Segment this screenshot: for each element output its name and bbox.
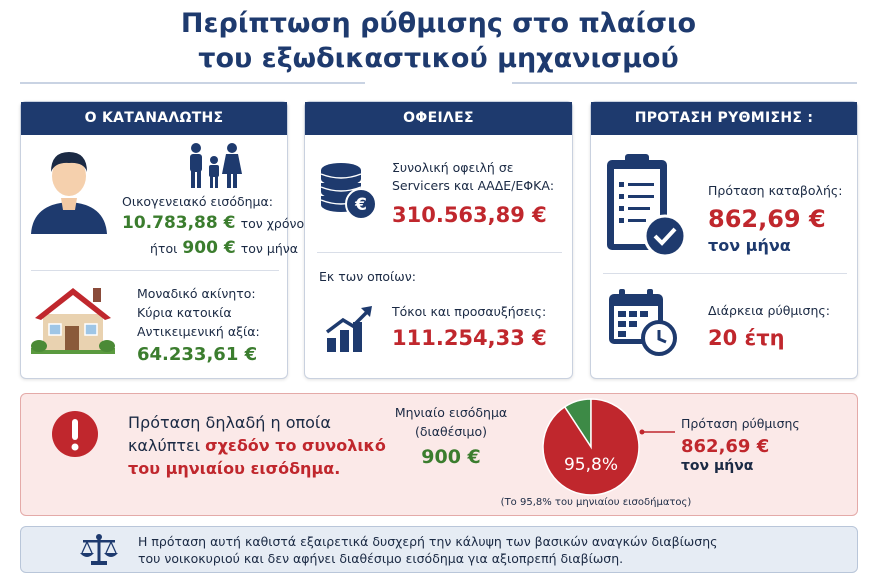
proposal-side-label: Πρόταση ρύθμισης: [681, 416, 800, 431]
income-year-line: [122, 213, 304, 233]
payment-unit: τον μήνα: [708, 236, 791, 255]
note-line-2: του νοικοκυριού και δεν αφήνει διαθέσιμο εισόδημα για αξιοπρεπή διαβίωση.: [138, 551, 624, 566]
title-line-1: Περίπτωση ρύθμισης στο πλαίσιο: [180, 8, 697, 39]
income-label: Οικογενειακό εισόδημα:: [122, 194, 273, 209]
interest-label: Τόκοι και προσαυξήσεις:: [392, 304, 547, 319]
proposal-divider: [603, 273, 847, 274]
title-rule-left: [20, 82, 365, 84]
calendar-clock-icon: [607, 288, 679, 356]
svg-text:€: €: [355, 195, 367, 215]
scales-icon: [79, 533, 119, 567]
title-line-2: του εξωδικαστικού μηχανισμού: [198, 43, 679, 74]
pie-percent-label: 95,8%: [563, 455, 619, 475]
debt-total-value: 310.563,89 €: [392, 203, 547, 227]
of-which-label: Εκ των οποίων:: [319, 269, 416, 284]
income-month-prefix: ήτοι: [150, 241, 178, 256]
alert-line-3: του μηνιαίου εισόδημα.: [128, 459, 341, 478]
property-line-2: Κύρια κατοικία: [137, 305, 232, 320]
clipboard-check-icon: [603, 152, 689, 260]
exclamation-icon: [51, 410, 99, 458]
page-title: [0, 6, 877, 76]
monthly-income-value: 900 €: [421, 446, 481, 468]
note-panel: [20, 526, 858, 573]
income-pie-chart: [538, 397, 644, 497]
consumer-divider: [31, 270, 279, 271]
title-rule-right: [512, 82, 857, 84]
pie-pointer-line: [639, 427, 675, 437]
property-value: 64.233,61 €: [137, 344, 258, 365]
alert-text: [128, 411, 386, 480]
property-line-3: Αντικειμενική αξία:: [137, 324, 260, 339]
alert-line-2: [128, 434, 386, 457]
alert-line-2-prefix: καλύπτει: [128, 436, 201, 455]
debts-card-heading: ΟΦΕΙΛΕΣ: [305, 102, 572, 135]
income-year-value: 10.783,88 €: [122, 213, 236, 233]
proposal-side-unit: τον μήνα: [681, 458, 754, 474]
monthly-income-label-2: (διαθέσιμο): [414, 424, 488, 439]
property-line-1: Μοναδικό ακίνητο:: [137, 286, 256, 301]
payment-label: Πρόταση καταβολής:: [708, 183, 843, 198]
income-month-value: 900 €: [182, 238, 236, 258]
duration-value: 20 έτη: [708, 326, 785, 350]
note-text: [138, 533, 717, 567]
income-month-line: [150, 238, 298, 258]
debts-divider: [317, 252, 562, 253]
interest-value: 111.254,33 €: [392, 326, 547, 350]
pie-slice-proposal: [543, 399, 639, 495]
family-icon: [186, 142, 244, 190]
alert-panel: [20, 393, 858, 516]
income-month-suffix: τον μήνα: [240, 241, 298, 256]
house-icon: [31, 282, 115, 356]
debt-total-line-1: Συνολική οφειλή σε: [392, 160, 514, 175]
income-year-suffix: τον χρόνο: [240, 216, 305, 231]
payment-value: 862,69 €: [708, 205, 826, 233]
alert-line-2-emphasis: σχεδόν το συνολικό: [205, 436, 386, 455]
monthly-income-label-1: Μηνιαίο εισόδημα: [394, 405, 508, 420]
person-icon: [29, 146, 109, 234]
consumer-card-heading: Ο ΚΑΤΑΝΑΛΩΤΗΣ: [21, 102, 287, 135]
debt-total-line-2: Servicers και ΑΑΔΕ/ΕΦΚΑ:: [392, 178, 555, 193]
consumer-card: [20, 101, 305, 379]
debts-card: [304, 101, 573, 379]
growth-chart-icon: [325, 302, 375, 354]
pie-footnote: (Το 95,8% του μηνιαίου εισοδήματος): [500, 497, 692, 508]
proposal-card: [590, 101, 858, 379]
proposal-card-heading: ΠΡΟΤΑΣΗ ΡΥΘΜΙΣΗΣ :: [591, 102, 857, 135]
note-line-1: Η πρόταση αυτή καθιστά εξαιρετικά δυσχερή την κάλυψη των βασικών αναγκών διαβίωσης: [138, 534, 718, 549]
alert-line-1: Πρόταση δηλαδή η οποία: [128, 413, 331, 432]
duration-label: Διάρκεια ρύθμισης:: [708, 303, 830, 318]
coins-icon: [319, 160, 377, 222]
proposal-side-value: 862,69 €: [681, 436, 770, 457]
